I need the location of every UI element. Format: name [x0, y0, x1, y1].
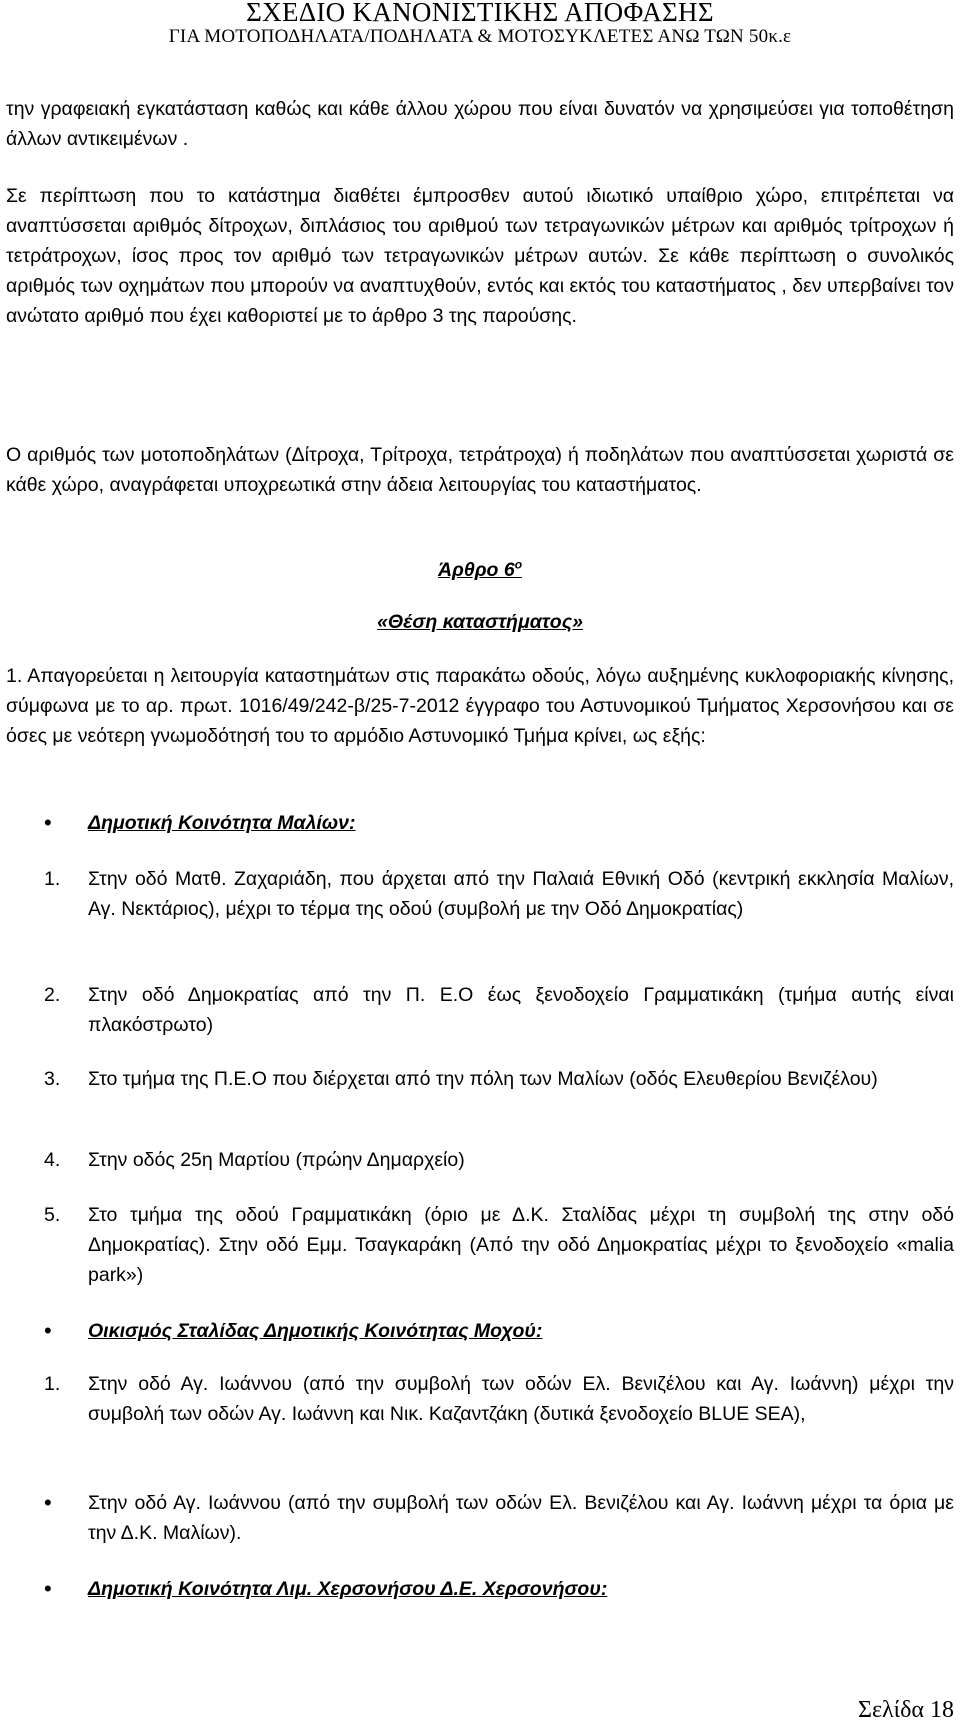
- list-item-text: Στην οδό Αγ. Ιωάννου (από την συμβολή των οδών Ελ. Βενιζέλου και Αγ. Ιωάννη) μέχρι την συμβολή των οδών Αγ. Ιωάννη και Νικ. Καζαντζάκη (δυτικά ξενοδοχείο BLUE SEA),: [88, 1373, 954, 1425]
- list-item-number: 1.: [44, 868, 61, 890]
- paragraph-1: την γραφειακή εγκατάσταση καθώς και κάθε άλλου χώρου που είναι δυνατόν να χρησιμεύσει για τοποθέτηση άλλων αντικειμένων .: [6, 98, 954, 150]
- paragraph-3: Ο αριθμός των μοτοποδηλάτων (Δίτροχα, Τρίτροχα, τετράτροχα) ή ποδηλάτων που αναπτύσσεται χωριστά σε κάθε χώρο, αναγράφεται υποχρεωτικά στην άδεια λειτουργίας του καταστήματος.: [6, 444, 954, 496]
- list-item-number: 3.: [44, 1068, 61, 1090]
- article-intro: 1. Απαγορεύεται η λειτουργία καταστημάτων στις παρακάτω οδούς, λόγω αυξημένης κυκλοφοριακής κίνησης, σύμφωνα με το αρ. πρωτ. 1016/49/242-β/25-7-2012 έγγραφο του Αστυνομικού Τμήματος Χερσονήσου και σε όσες με νεότερη γνωμοδότησή του το αρμόδιο Αστυνομικό Τμήμα κρίνει, ως εξής:: [6, 665, 954, 747]
- list-item-text: Στην οδός 25η Μαρτίου (πρώην Δημαρχείο): [88, 1149, 465, 1171]
- document-header: [0, 0, 960, 50]
- article-subtitle: [6, 607, 954, 637]
- section-malia-title: Δημοτική Κοινότητα Μαλίων:: [88, 812, 356, 834]
- article-heading: [6, 555, 954, 585]
- bullet-icon: •: [44, 1318, 52, 1343]
- list-item-text: Στην οδό Αγ. Ιωάννου (από την συμβολή των οδών Ελ. Βενιζέλου και Αγ. Ιωάννη μέχρι τα όρια με την Δ.Κ. Μαλίων).: [88, 1492, 954, 1544]
- header-title: ΣΧΕΔΙΟ ΚΑΝΟΝΙΣΤΙΚΗΣ ΑΠΟΦΑΣΗΣ: [246, 0, 714, 27]
- bullet-icon: •: [44, 810, 52, 835]
- header-subtitle: ΓΙΑ ΜΟΤΟΠΟΔΗΛΑΤΑ/ΠΟΔΗΛΑΤΑ & ΜΟΤΟΣΥΚΛΕΤΕΣ ΑΝΩ ΤΩΝ 50κ.ε: [168, 26, 792, 47]
- list-item-text: Στην οδό Ματθ. Ζαχαριάδη, που άρχεται από την Παλαιά Εθνική Οδό (κεντρική εκκλησία Μαλίων, Αγ. Νεκτάριος), μέχρι το τέρμα της οδού (συμβολή με την Οδό Δημοκρατίας): [88, 868, 954, 920]
- article-subtitle-text: «Θέση καταστήματος»: [377, 611, 583, 633]
- paragraph-2: Σε περίπτωση που το κατάστημα διαθέτει έμπροσθεν αυτού ιδιωτικό υπαίθριο χώρο, επιτρέπεται να αναπτύσσεται αριθμός δίτροχων, διπλάσιος του αριθμού των τετραγωνικών μέτρων και αριθμός τρίτροχων ή τετράτροχων, ίσος προς τον αριθμό των τετραγωνικών μέτρων αυτών. Σε κάθε περίπτωση ο συνολικός αριθμός των οχημάτων που μπορούν να αναπτυχθούν, εντός και εκτός του καταστήματος , δεν υπερβαίνει τον ανώτατο αριθμό που έχει καθοριστεί με το άρθρο 3 της παρούσης.: [6, 185, 954, 327]
- section-stalida-title: Οικισμός Σταλίδας Δημοτικής Κοινότητας Μοχού:: [88, 1320, 543, 1342]
- article-heading-text: Άρθρο 6: [437, 559, 515, 581]
- list-item-number: 5.: [44, 1204, 61, 1226]
- list-item-text: Στο τμήμα της οδού Γραμματικάκη (όριο με Δ.Κ. Σταλίδας μέχρι τη συμβολή της στην οδό Δημοκρατίας). Στην οδό Εμμ. Τσαγκαράκη (Από την οδό Δημοκρατίας μέχρι το ξενοδοχείο «malia park»): [88, 1204, 954, 1286]
- page-number: Σελίδα 18: [857, 1697, 954, 1723]
- bullet-icon: •: [44, 1576, 52, 1601]
- list-item-text: Στην οδό Δημοκρατίας από την Π. Ε.Ο έως ξενοδοχείο Γραμματικάκη (τμήμα αυτής είναι πλακόστρωτο): [88, 984, 954, 1036]
- list-item-text: Στο τμήμα της Π.Ε.Ο που διέρχεται από την πόλη των Μαλίων (οδός Ελευθερίου Βενιζέλου): [88, 1068, 878, 1090]
- list-item-number: 1.: [44, 1373, 61, 1395]
- bullet-icon: •: [44, 1490, 52, 1515]
- section-chersonisos-title: Δημοτική Κοινότητα Λιμ. Χερσονήσου Δ.Ε. Χερσονήσου:: [88, 1578, 608, 1600]
- list-item-number: 4.: [44, 1149, 61, 1171]
- article-heading-sup: ο: [514, 557, 523, 572]
- list-item-number: 2.: [44, 984, 61, 1006]
